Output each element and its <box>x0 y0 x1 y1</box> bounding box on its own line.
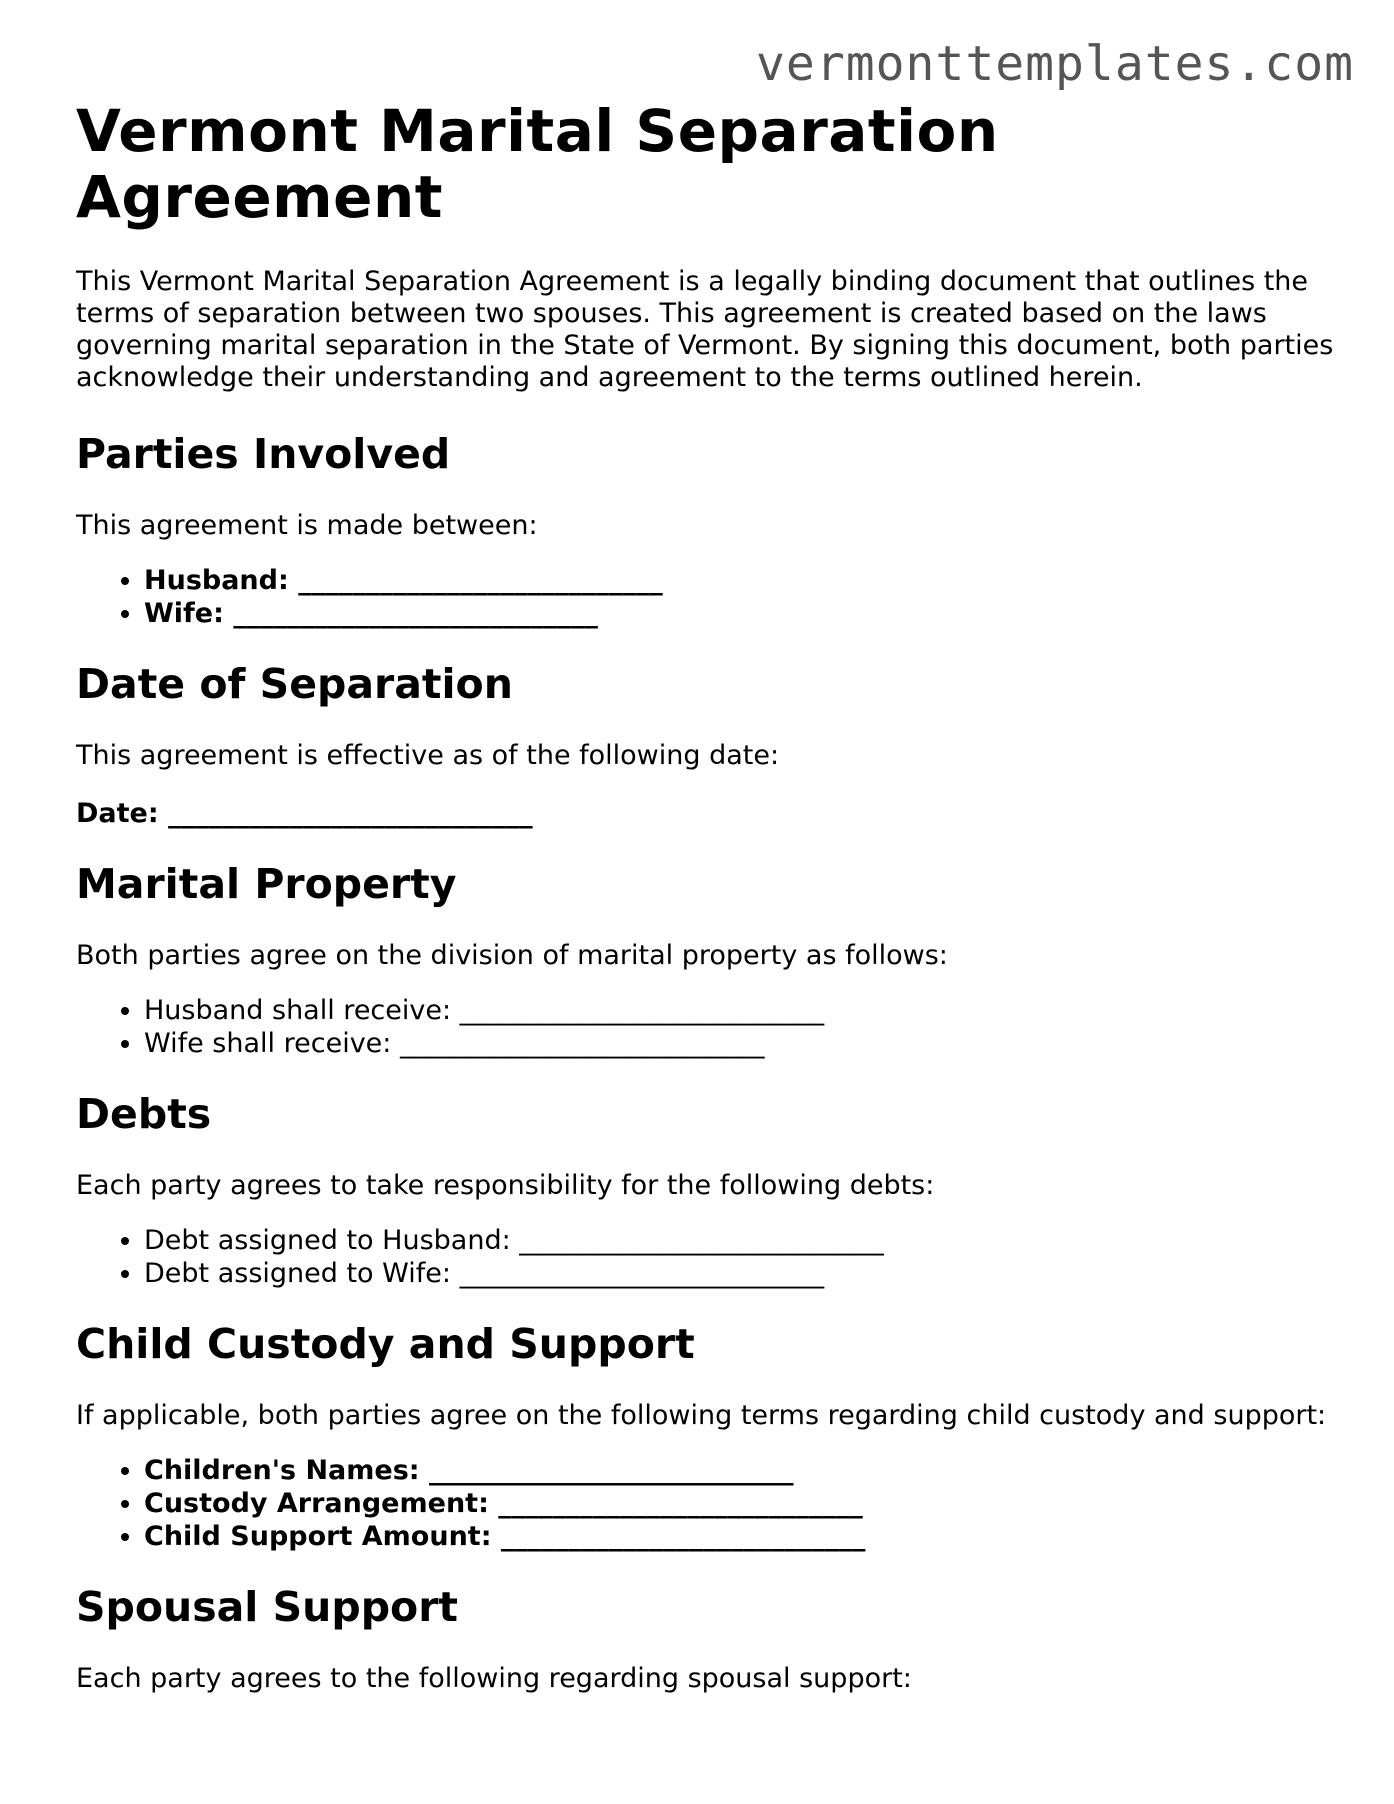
section-heading-debts: Debts <box>76 1090 212 1138</box>
list-item-arrangement <box>144 1487 1336 1520</box>
list-item-child-support <box>144 1520 1336 1553</box>
section-date <box>76 660 1336 830</box>
child-support-label: Child Support Amount: <box>144 1521 492 1552</box>
date-label: Date: <box>76 798 159 829</box>
section-heading-property: Marital Property <box>76 860 457 908</box>
section-heading-parties: Parties Involved <box>76 430 451 478</box>
children-blank: ___________________________ <box>429 1455 794 1486</box>
list-item-wife <box>144 597 1336 630</box>
property-list <box>76 994 1336 1060</box>
section-debts <box>76 1090 1336 1290</box>
document-page <box>76 98 1336 1695</box>
husband-label: Husband: <box>144 565 289 596</box>
husband-debt-label: Debt assigned to Husband: <box>144 1225 511 1256</box>
property-text: Both parties agree on the division of marital property as follows: <box>76 940 948 971</box>
date-blank: ___________________________ <box>168 798 533 829</box>
section-parties <box>76 430 1336 630</box>
parties-list <box>76 564 1336 630</box>
list-item-husband-debt <box>144 1224 1336 1257</box>
wife-debt-label: Debt assigned to Wife: <box>144 1258 451 1289</box>
husband-property-label: Husband shall receive: <box>144 995 452 1026</box>
list-item-husband <box>144 564 1336 597</box>
section-custody <box>76 1320 1336 1553</box>
wife-debt-blank: ___________________________ <box>459 1258 825 1289</box>
watermark: vermonttemplates.com <box>756 36 1354 92</box>
arrangement-label: Custody Arrangement: <box>144 1488 489 1519</box>
date-line <box>76 798 1336 830</box>
husband-property-blank: ___________________________ <box>459 995 825 1026</box>
wife-blank: ___________________________ <box>233 598 598 629</box>
wife-property-label: Wife shall receive: <box>144 1028 392 1059</box>
parties-text: This agreement is made between: <box>76 510 538 541</box>
debts-list <box>76 1224 1336 1290</box>
custody-text: If applicable, both parties agree on the following terms regarding child custody and support: <box>76 1400 1327 1431</box>
children-label: Children's Names: <box>144 1455 420 1486</box>
wife-label: Wife: <box>144 598 224 629</box>
child-support-blank: ___________________________ <box>500 1521 866 1552</box>
spousal-text: Each party agrees to the following regarding spousal support: <box>76 1663 912 1694</box>
debts-text: Each party agrees to take responsibility for the following debts: <box>76 1170 935 1201</box>
intro-paragraph: This Vermont Marital Separation Agreement is a legally binding document that outlines the terms of separation between two spouses. This agreement is created based on the laws governing marital separation in the State of Vermont. By signing this document, both parties acknowledge their understanding and agreement to the terms outlined herein. <box>76 266 1334 393</box>
list-item-wife-property <box>144 1027 1336 1060</box>
list-item-wife-debt <box>144 1257 1336 1290</box>
page-title: Vermont Marital Separation Agreement <box>76 97 999 231</box>
arrangement-blank: ___________________________ <box>498 1488 863 1519</box>
custody-list <box>76 1454 1336 1553</box>
section-heading-date: Date of Separation <box>76 660 513 708</box>
wife-property-blank: ___________________________ <box>399 1028 765 1059</box>
husband-debt-blank: ___________________________ <box>519 1225 884 1256</box>
husband-blank: ___________________________ <box>298 565 663 596</box>
section-property <box>76 860 1336 1060</box>
section-spousal <box>76 1583 1336 1695</box>
section-heading-spousal: Spousal Support <box>76 1583 459 1631</box>
list-item-husband-property <box>144 994 1336 1027</box>
date-text: This agreement is effective as of the following date: <box>76 740 780 771</box>
list-item-children <box>144 1454 1336 1487</box>
section-heading-custody: Child Custody and Support <box>76 1320 695 1368</box>
